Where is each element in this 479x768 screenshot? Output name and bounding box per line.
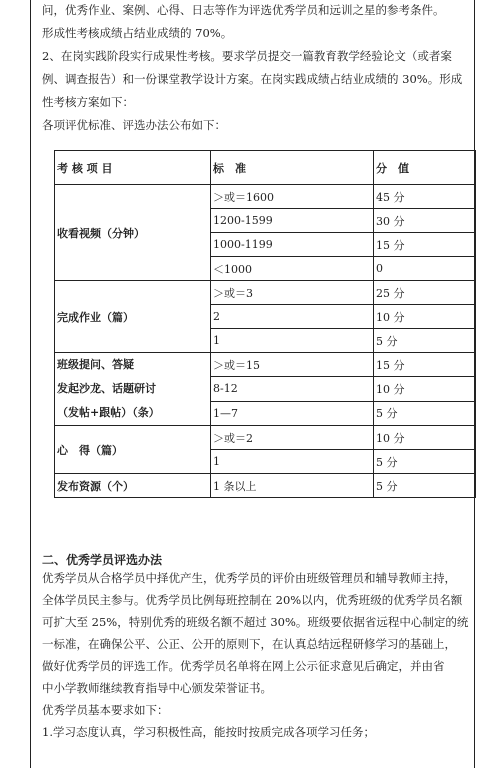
criterion-cell (55, 426, 211, 474)
section-title: 二、优秀学员评选办法 (42, 553, 163, 567)
table-header-row (55, 151, 476, 185)
score-cell: 10 分 (374, 426, 476, 450)
intro-line: 各项评优标准、评选办法公布如下： (42, 118, 226, 132)
criterion-cell (55, 353, 211, 426)
score-cell: 30 分 (374, 209, 476, 233)
intro-line: 问，优秀作业、案例、心得、日志等作为评选优秀学员和远训之星的参考条件。 (42, 3, 445, 17)
scoring-table (54, 150, 476, 498)
intro-line: 性考核方案如下： (42, 95, 134, 109)
score-cell: 10 分 (374, 377, 476, 401)
intro-line: 2、在岗实践阶段实行成果性考核。要求学员提交一篇教育教学经验论文（或者案 (42, 49, 452, 63)
standard-cell: ＞或＝2 (211, 426, 374, 450)
standard-cell: 1000-1199 (211, 233, 374, 257)
criterion-label: 心 得（篇） (57, 443, 123, 457)
header-item: 考 核 项 目 (55, 151, 211, 185)
score-cell: 15 分 (374, 233, 476, 257)
standard-cell: 1 条以上 (211, 474, 374, 498)
header-standard: 标 准 (211, 151, 374, 185)
standard-cell: 1 (211, 329, 374, 353)
criterion-label: 班级提问、答疑 (57, 358, 134, 371)
score-cell: 15 分 (374, 353, 476, 377)
criterion-cell (55, 281, 211, 353)
standard-cell: ＞或＝1600 (211, 185, 374, 209)
criterion-label: 收看视频（分钟） (57, 226, 145, 240)
intro-line: 例、调查报告）和一份课堂教学设计方案。在岗实践成绩占结业成绩的 30%。形成 (42, 72, 463, 86)
body-line: 中小学教师继续教育指导中心颁发荣誉证书。 (42, 681, 272, 695)
requirement-item: 1.学习态度认真，学习积极性高，能按时按质完成各项学习任务； (42, 725, 375, 739)
score-cell: 5 分 (374, 329, 476, 353)
criterion-label: 发布资源（个） (57, 479, 134, 493)
table-row (55, 353, 476, 377)
criterion-cell (55, 185, 211, 281)
standard-cell: 1 (211, 450, 374, 474)
body-line: 一标准，在确保公平、公正、公开的原则下，在认真总结远程研修学习的基础上， (42, 637, 456, 651)
body-line: 做好优秀学员的评选工作。优秀学员名单将在网上公示征求意见后确定，并由省 (42, 659, 445, 673)
score-cell: 5 分 (374, 401, 476, 425)
table-row (55, 281, 476, 305)
standard-cell: ＜1000 (211, 257, 374, 281)
standard-cell: 2 (211, 305, 374, 329)
standard-cell: ＞或＝15 (211, 353, 374, 377)
intro-text (42, 4, 472, 142)
score-cell: 5 分 (374, 450, 476, 474)
score-cell: 0 (374, 257, 476, 281)
requirements-intro: 优秀学员基本要求如下： (42, 703, 169, 717)
standard-cell: 1—7 (211, 401, 374, 425)
body-line: 优秀学员从合格学员中择优产生，优秀学员的评价由班级管理员和辅导教师主持， (42, 571, 456, 585)
table-row (55, 426, 476, 450)
body-line: 可扩大至 25%，特别优秀的班级名额不超过 30%。班级要依据省远程中心制定的统 (42, 615, 469, 629)
score-cell: 25 分 (374, 281, 476, 305)
table-row (55, 474, 476, 498)
standard-cell: 1200-1599 (211, 209, 374, 233)
score-cell: 45 分 (374, 185, 476, 209)
header-score: 分 值 (374, 151, 476, 185)
body-line: 全体学员民主参与。优秀学员比例每班控制在 20%以内，优秀班级的优秀学员名额 (42, 593, 463, 607)
criterion-label: 完成作业（篇） (57, 310, 134, 324)
criterion-label: 发起沙龙、话题研讨 (57, 382, 156, 395)
criterion-label: （发帖+跟帖）（条） (57, 406, 160, 419)
score-cell: 5 分 (374, 474, 476, 498)
standard-cell: ＞或＝3 (211, 281, 374, 305)
criterion-cell (55, 474, 211, 498)
section-body (42, 572, 472, 748)
intro-line: 形成性考核成绩占结业成绩的 70%。 (42, 26, 233, 40)
score-cell: 10 分 (374, 305, 476, 329)
table-row (55, 185, 476, 209)
standard-cell: 8-12 (211, 377, 374, 401)
